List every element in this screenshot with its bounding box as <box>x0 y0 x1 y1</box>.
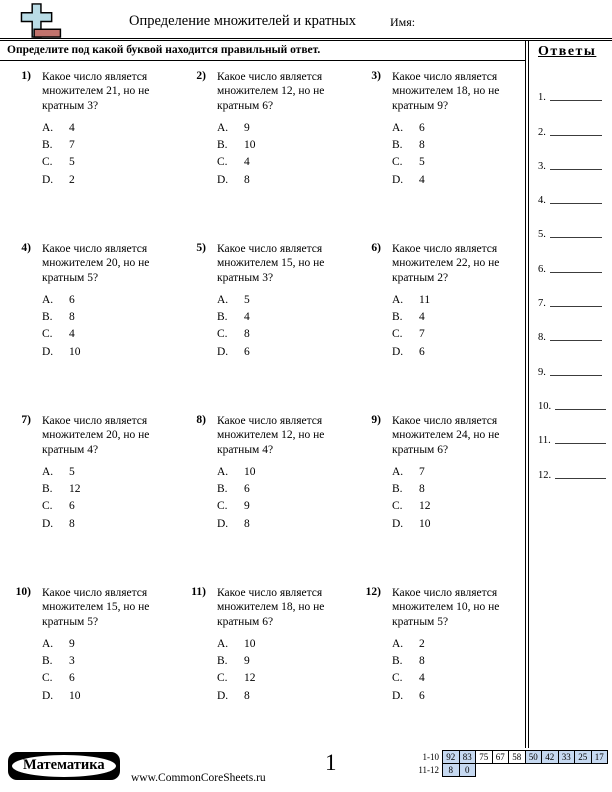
answer-options <box>42 635 175 704</box>
answer-slot: 8. <box>538 309 606 343</box>
answer-option: A. 9 <box>42 637 75 650</box>
answer-option: B. 8 <box>392 483 425 496</box>
answer-options <box>392 119 525 188</box>
subject-badge <box>8 752 120 780</box>
subject-badge-label: Математика <box>12 755 116 777</box>
answer-option: C. 7 <box>392 328 425 341</box>
answer-blank-line[interactable] <box>555 478 606 479</box>
question-8 <box>175 414 350 586</box>
answer-option: B. 10 <box>217 139 256 152</box>
question-number: 5) <box>196 242 206 254</box>
answer-blank-line[interactable] <box>550 306 602 307</box>
answer-blank-line[interactable] <box>550 169 602 170</box>
answer-option: B. 12 <box>42 483 81 496</box>
answer-options <box>42 291 175 360</box>
answer-option: C. 12 <box>217 672 256 685</box>
answer-option: D. 6 <box>392 345 425 358</box>
answer-slot: 12. <box>538 446 606 480</box>
score-row-label: 11-12 <box>418 765 439 775</box>
answer-option: D. 6 <box>392 689 425 702</box>
answer-blank-line[interactable] <box>550 203 602 204</box>
answer-option: B. 8 <box>392 655 425 668</box>
name-label: Имя: <box>390 15 416 29</box>
score-cell: 33 <box>558 750 576 764</box>
question-number: 12) <box>365 586 381 598</box>
question-number: 10) <box>15 586 31 598</box>
answer-option: C. 4 <box>42 328 75 341</box>
answer-blank-line[interactable] <box>550 340 602 341</box>
score-cell: 42 <box>541 750 559 764</box>
question-text: Какое число является множителем 24, но не кратным 6? <box>392 415 500 456</box>
question-grid <box>0 61 525 758</box>
answer-blank-line[interactable] <box>550 100 602 101</box>
answer-blank-line[interactable] <box>555 443 606 444</box>
answer-option: A. 11 <box>392 293 431 306</box>
answer-option: C. 12 <box>392 500 431 513</box>
worksheet-body <box>0 41 612 748</box>
answer-options <box>217 463 350 532</box>
answer-options <box>217 635 350 704</box>
answer-slot: 4. <box>538 172 606 206</box>
answer-blank-line[interactable] <box>555 409 606 410</box>
score-cell: 17 <box>591 750 609 764</box>
question-text: Какое число является множителем 21, но не кратным 3? <box>42 71 150 112</box>
answer-option: C. 6 <box>42 672 75 685</box>
questions-area <box>0 41 525 748</box>
instruction-text: Определите под какой буквой находится правильный ответ. <box>0 41 525 61</box>
answer-option: D. 8 <box>217 517 250 530</box>
site-url: www.CommonCoreSheets.ru <box>131 772 266 784</box>
answer-options <box>392 291 525 360</box>
score-grid <box>406 750 608 777</box>
answer-option: A. 4 <box>42 121 75 134</box>
answer-slot: 11. <box>538 412 606 446</box>
answer-option: D. 10 <box>42 689 81 702</box>
answer-option: B. 4 <box>392 311 425 324</box>
answer-option: C. 5 <box>42 156 75 169</box>
page-number: 1 <box>325 750 337 775</box>
score-cell: 75 <box>475 750 493 764</box>
commoncoresheets-logo-icon <box>13 2 65 39</box>
question-text: Какое число является множителем 20, но не кратным 5? <box>42 243 150 284</box>
question-10 <box>0 586 175 758</box>
question-text: Какое число является множителем 20, но не кратным 4? <box>42 415 150 456</box>
answer-options <box>217 291 350 360</box>
answer-option: C. 6 <box>42 500 75 513</box>
score-cell: 50 <box>525 750 543 764</box>
question-6 <box>350 242 525 414</box>
question-number: 3) <box>371 70 381 82</box>
question-text: Какое число является множителем 12, но не кратным 4? <box>217 415 325 456</box>
answer-option: D. 10 <box>392 517 431 530</box>
answer-option: B. 7 <box>42 139 75 152</box>
answer-options <box>392 463 525 532</box>
question-text: Какое число является множителем 22, но не кратным 2? <box>392 243 500 284</box>
question-4 <box>0 242 175 414</box>
footer <box>0 749 612 787</box>
answer-option: B. 8 <box>42 311 75 324</box>
answer-slot: 7. <box>538 275 606 309</box>
answer-slot: 10. <box>538 378 606 412</box>
answer-option: A. 2 <box>392 637 425 650</box>
score-cell: 67 <box>492 750 510 764</box>
question-number: 7) <box>21 414 31 426</box>
answer-blank-line[interactable] <box>550 272 602 273</box>
answer-option: A. 10 <box>217 465 256 478</box>
answer-option: B. 3 <box>42 655 75 668</box>
answer-option: A. 5 <box>42 465 75 478</box>
answer-option: C. 8 <box>217 328 250 341</box>
answer-options <box>392 635 525 704</box>
score-row <box>406 763 608 777</box>
header <box>0 0 612 38</box>
page-title: Определение множителей и кратных <box>129 13 357 29</box>
question-11 <box>175 586 350 758</box>
question-number: 6) <box>371 242 381 254</box>
question-2 <box>175 70 350 242</box>
answer-blank-line[interactable] <box>550 135 602 136</box>
answer-options <box>42 463 175 532</box>
question-text: Какое число является множителем 15, но не кратным 3? <box>217 243 325 284</box>
answer-option: B. 8 <box>392 139 425 152</box>
question-9 <box>350 414 525 586</box>
answer-option: A. 7 <box>392 465 425 478</box>
answer-option: A. 5 <box>217 293 250 306</box>
score-cell: 25 <box>574 750 592 764</box>
question-text: Какое число является множителем 12, но не кратным 6? <box>217 71 325 112</box>
question-text: Какое число является множителем 18, но не кратным 9? <box>392 71 500 112</box>
answer-option: B. 6 <box>217 483 250 496</box>
question-number: 1) <box>21 70 31 82</box>
answer-options <box>42 119 175 188</box>
score-cell: 8 <box>442 763 460 777</box>
answer-slot: 2. <box>538 103 606 137</box>
question-text: Какое число является множителем 10, но не кратным 5? <box>392 587 500 628</box>
answer-option: D. 6 <box>217 345 250 358</box>
question-number: 2) <box>196 70 206 82</box>
answer-option: C. 4 <box>392 672 425 685</box>
answer-option: B. 4 <box>217 311 250 324</box>
score-cell: 0 <box>459 763 477 777</box>
answer-option: D. 8 <box>217 689 250 702</box>
answer-option: D. 8 <box>42 517 75 530</box>
question-text: Какое число является множителем 15, но не кратным 5? <box>42 587 150 628</box>
answer-blank-line[interactable] <box>550 375 602 376</box>
question-number: 9) <box>371 414 381 426</box>
answer-option: D. 8 <box>217 173 250 186</box>
answer-slot: 5. <box>538 206 606 240</box>
answers-panel-title: Ответы <box>538 44 597 59</box>
answer-option: C. 4 <box>217 156 250 169</box>
question-text: Какое число является множителем 18, но не кратным 6? <box>217 587 325 628</box>
question-7 <box>0 414 175 586</box>
answer-option: D. 2 <box>42 173 75 186</box>
answer-slot: 3. <box>538 138 606 172</box>
question-number: 11) <box>191 586 206 598</box>
question-number: 4) <box>21 242 31 254</box>
score-cell: 83 <box>459 750 477 764</box>
answer-slot: 9. <box>538 343 606 377</box>
question-12 <box>350 586 525 758</box>
answer-option: C. 5 <box>392 156 425 169</box>
answer-option: C. 9 <box>217 500 250 513</box>
answer-option: A. 6 <box>392 121 425 134</box>
score-row <box>406 750 608 764</box>
answer-option: A. 6 <box>42 293 75 306</box>
score-row-label: 1-10 <box>422 752 439 762</box>
question-5 <box>175 242 350 414</box>
answer-options <box>217 119 350 188</box>
question-number: 8) <box>196 414 206 426</box>
answer-option: D. 10 <box>42 345 81 358</box>
answer-option: A. 10 <box>217 637 256 650</box>
answer-option: B. 9 <box>217 655 250 668</box>
answer-option: D. 4 <box>392 173 425 186</box>
answer-slot: 1. <box>538 69 606 103</box>
answer-blank-line[interactable] <box>550 237 602 238</box>
score-cell: 58 <box>508 750 526 764</box>
answer-option: A. 9 <box>217 121 250 134</box>
answer-slot: 6. <box>538 240 606 274</box>
score-cell: 92 <box>442 750 460 764</box>
answers-panel <box>525 41 612 748</box>
question-3 <box>350 70 525 242</box>
question-1 <box>0 70 175 242</box>
